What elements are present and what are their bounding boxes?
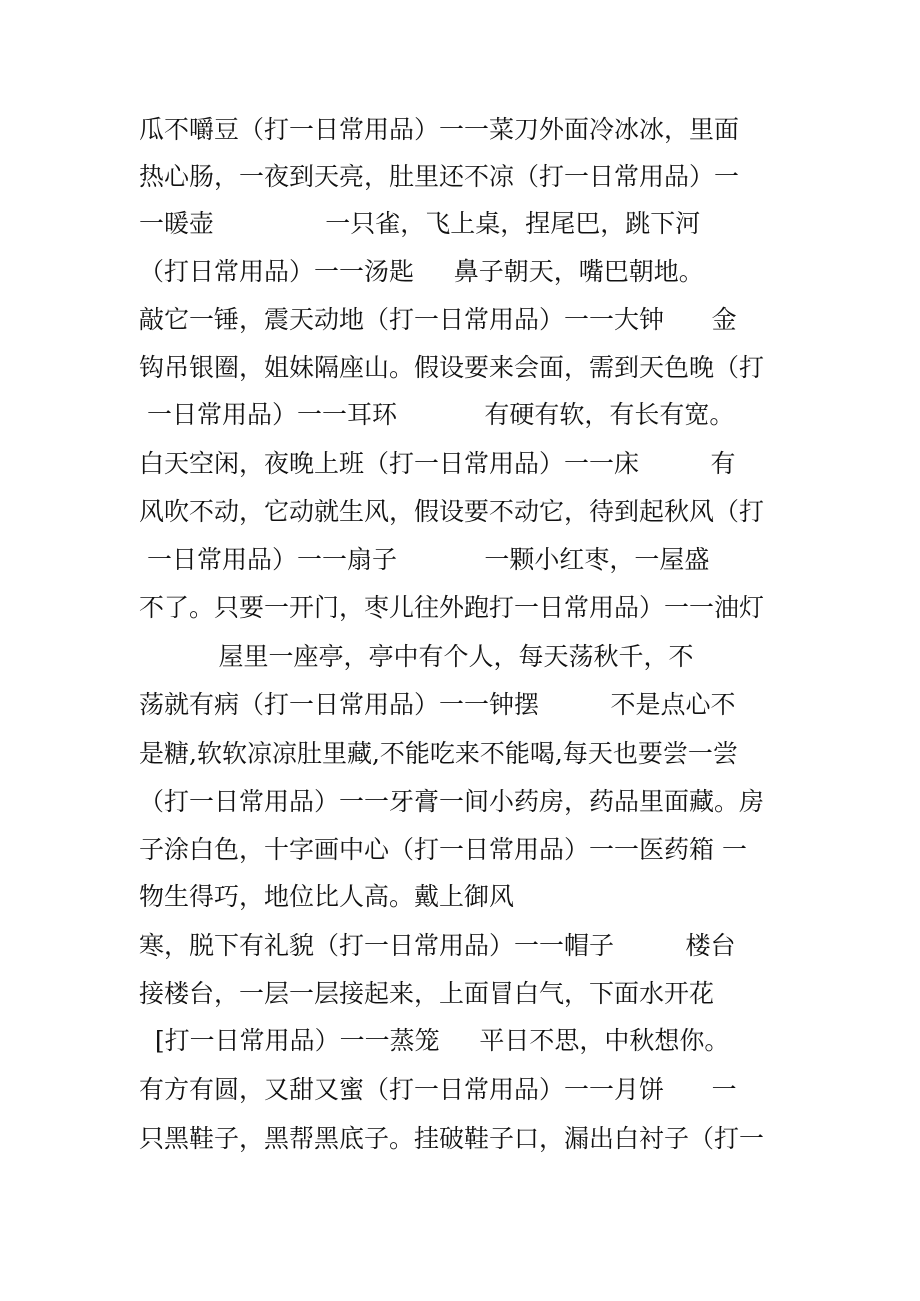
text-line: 屋里一座亭，亭中有个人，每天荡秋千，不 — [139, 642, 694, 671]
text-line: （打日常用品）一一汤匙 鼻子朝天，嘴巴朝地。 — [139, 257, 704, 286]
text-line: 只黑鞋子，黑帮黑底子。挂破鞋子口，漏出白衬子（打一 — [139, 1124, 765, 1153]
text-line: 白天空闲，夜晚上班（打一日常用品）一一床 有 — [139, 449, 736, 478]
text-line: 风吹不动，它动就生风，假设要不动它，待到起秋风（打 — [139, 497, 765, 526]
text-line: 一日常用品）一一耳环 有硬有软，有长有宽。 — [139, 400, 735, 429]
text-line: [打一日常用品）一一蒸笼 平日不思，中秋想你。 — [139, 1026, 730, 1055]
text-line: 荡就有病（打一日常用品）一一钟摆 不是点心不 — [139, 690, 736, 719]
text-line: 一日常用品）一一扇子 一颗小红枣，一屋盛 — [139, 545, 710, 574]
text-line: 物生得巧，地位比人高。戴上御风 — [139, 882, 515, 911]
text-line: 一暖壶 一只雀，飞上桌，捏尾巴，跳下河 — [139, 209, 701, 238]
text-line: 钩吊银圈，姐妹隔座山。假设要来会面，需到天色晚（打 — [139, 353, 765, 382]
text-line: 寒，脱下有礼貌（打一日常用品）一一帽子 楼台 — [139, 931, 736, 960]
text-line: 热心肠，一夜到天亮，肚里还不凉（打一日常用品）一 — [139, 162, 740, 191]
text-line: 不了。只要一开门，枣儿往外跑打一日常用品）一一油灯 — [139, 593, 765, 622]
text-line: 子涂白色，十字画中心（打一日常用品）一一医药箱 一 — [139, 835, 747, 864]
text-line: 敲它一锤，震天动地（打一日常用品）一一大钟 金 — [139, 305, 737, 334]
text-line: （打一日常用品）一一牙膏一间小药房，药品里面藏。房 — [139, 787, 765, 816]
text-line: 瓜不嚼豆（打一日常用品）一一菜刀外面冷冰冰，里面 — [139, 115, 740, 144]
text-line: 接楼台，一层一层接起来，上面冒白气，下面水开花 — [139, 979, 715, 1008]
text-line: 是糖,软软凉凉肚里藏,不能吃来不能喝,每天也要尝一尝 — [139, 739, 738, 768]
text-line: 有方有圆，又甜又蜜（打一日常用品）一一月饼 一 — [139, 1075, 737, 1104]
